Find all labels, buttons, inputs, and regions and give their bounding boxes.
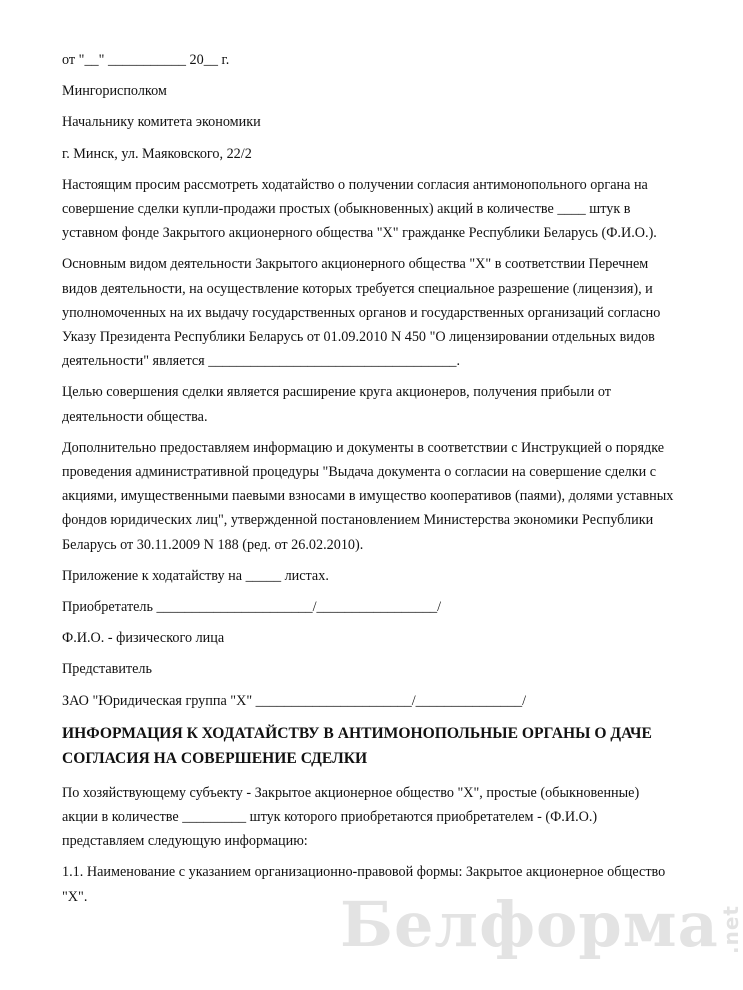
text-line: Дополнительно предоставляем информацию и документы в соответствии с Инструкцией о порядке	[62, 439, 665, 456]
text-line: Целью совершения сделки является расширение круга акционеров, получения прибыли от	[62, 384, 611, 401]
text-line: Настоящим просим рассмотреть ходатайство о получении согласия антимонопольного органа на	[62, 176, 648, 193]
representative-label: Представитель	[62, 661, 152, 678]
text-line: акции в количестве _________ штук которого приобретаются приобретателем - (Ф.И.О.)	[62, 809, 598, 826]
request-paragraph	[62, 173, 687, 246]
text-line: Указу Президента Республики Беларусь от 01.09.2010 N 450 "О лицензировании отдельных видов	[62, 329, 655, 346]
recipient-address: г. Минск, ул. Маяковского, 22/2	[62, 145, 252, 162]
belforma-watermark	[340, 870, 743, 961]
text-line: "Х".	[62, 888, 88, 905]
heading-line: СОГЛАСИЯ НА СОВЕРШЕНИЕ СДЕЛКИ	[62, 749, 368, 767]
watermark-brand: Белформа	[340, 888, 719, 961]
text-line: проведения административной процедуры "Выдача документа о согласии на совершение сделки с	[62, 464, 657, 481]
recipient-title: Начальнику комитета экономики	[62, 114, 261, 131]
text-line: деятельности" является ___________________________________.	[62, 353, 461, 370]
documents-paragraph	[62, 436, 687, 557]
text-line: уставном фонде Закрытого акционерного общества "Х" гражданке Республики Беларусь (Ф.И.О.).	[62, 225, 657, 242]
text-line: совершение сделки купли-продажи простых (обыкновенных) акций в количестве ____ штук в	[62, 201, 631, 218]
text-line: Основным видом деятельности Закрытого акционерного общества "Х" в соответствии Перечнем	[62, 256, 649, 273]
text-line: 1.1. Наименование с указанием организационно-правовой формы: Закрытое акционерное общество	[62, 864, 666, 881]
text-line: Беларусь от 30.11.2009 N 188 (ред. от 26.02.2010).	[62, 536, 364, 553]
section-intro-paragraph	[62, 781, 687, 854]
individual-name-label: Ф.И.О. - физического лица	[62, 630, 225, 647]
document-page	[62, 48, 687, 909]
text-line: уполномоченных на их выдачу государственных органов и государственных организаций согласно	[62, 304, 661, 321]
acquirer-signature-line: Приобретатель ______________________/_________________/	[62, 599, 442, 616]
purpose-paragraph	[62, 380, 687, 428]
heading-line: ИНФОРМАЦИЯ К ХОДАТАЙСТВУ В АНТИМОНОПОЛЬНЫЕ ОРГАНЫ О ДАЧЕ	[62, 724, 652, 742]
date-line: от "__" ___________ 20__ г.	[62, 52, 230, 68]
watermark-domain: .net	[718, 905, 743, 954]
text-line: По хозяйствующему субъекту - Закрытое акционерное общество "Х", простые (обыкновенные)	[62, 784, 640, 801]
law-firm-signature-line: ЗАО "Юридическая группа "Х" ______________________/_______________/	[62, 692, 527, 709]
text-line: фондов юридических лиц", утвержденной постановлением Министерства экономики Республики	[62, 512, 654, 529]
recipient-organization: Мингорисполком	[62, 83, 167, 100]
text-line: деятельности общества.	[62, 408, 208, 425]
activity-paragraph	[62, 252, 687, 373]
text-line: видов деятельности, на осуществление которых требуется специальное разрешение (лицензия), и	[62, 280, 653, 297]
attachment-line: Приложение к ходатайству на _____ листах.	[62, 567, 329, 584]
text-line: акциями, имущественными паевыми взносами в имущество кооперативов (паями), долями уставных	[62, 488, 674, 505]
text-line: представляем следующую информацию:	[62, 833, 308, 850]
section-heading	[62, 721, 687, 771]
